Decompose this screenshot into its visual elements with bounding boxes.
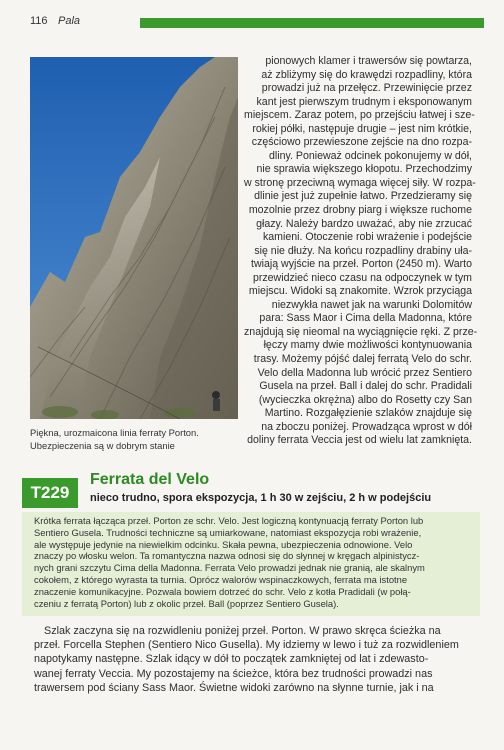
info-line: nych grani szczytu Cima della Madonna. Ferrata Velo prowadzi jednak nie granią, ale skalnym: [34, 562, 425, 574]
text-line: przeł. Forcella Stephen (Sentiero Nico Gusella). My idziemy w lewo i tuż za rozwidleniem: [34, 639, 459, 652]
text-line: twiają wyjście na przeł. Porton (2450 m). Warto: [251, 258, 472, 271]
rock-face-photo: [30, 57, 238, 419]
text-line: nie sprawia większego kłopotu. Przechodzimy: [256, 163, 472, 176]
page-number: 116: [30, 15, 48, 27]
text-line: Gusela na przeł. Ball i dalej do schr. Pradidali: [259, 380, 472, 393]
text-line: dlinie jest już zupełnie łatwo. Przedzieramy się: [254, 190, 472, 203]
page-header: [30, 14, 484, 32]
text-line: (wycieczka okrężna) albo do Rosetty czy San: [258, 393, 472, 406]
caption-line: Ubezpieczenia są w dobrym stanie: [30, 440, 175, 451]
section-title: Pala: [58, 15, 81, 27]
text-line: łęczy mamy dwie możliwości kontynuowania: [263, 339, 472, 352]
info-line: znaczy po włosku welon. Ta romantyczna nazwa odnosi się do słynnej w kręgach alpinistycz-: [34, 550, 420, 562]
text-line: napotykamy następne. Szlak idący w dół to początek zamkniętej od lat i zdewasto-: [34, 653, 429, 666]
body-text: [34, 624, 474, 695]
info-line: czeniu z ferratą Porton) lub z okolic przeł. Ball (poprzez Sentiero Gusela).: [34, 597, 339, 609]
text-line: para: Sass Maor i Cima della Madonna, które: [259, 312, 472, 325]
text-line: pionowych klamer i trawersów się powtarza,: [265, 55, 472, 67]
text-line: kamieni. Otoczenie robi wrażenie i podejście: [262, 231, 472, 244]
text-line: na zboczu poniżej. Prowadząca wprost w dół: [261, 420, 472, 433]
text-line: trawersem pod ściany Sass Maor. Świetne widoki zarówno na słynne turnie, jak i na: [34, 681, 434, 694]
text-line: niezwykła nawet jak na warunki Dolomitów: [271, 298, 472, 311]
text-line: dliny. Ponieważ odcinek pokonujemy w dół,: [269, 149, 472, 162]
route-code-badge: T229: [22, 478, 78, 508]
header-accent-bar: [140, 18, 484, 28]
info-line: ale występuje jedynie na niewielkim odcinku. Skała pewna, ubezpieczenia odnowione. Velo: [34, 538, 413, 550]
caption-line: Piękna, urozmaicona linia ferraty Porton.: [30, 427, 199, 438]
text-line: mozolnie przez drobny piarg i większe ruchome: [248, 204, 472, 217]
text-line: Velo della Madonna lub wrócić przez Sentiero: [257, 366, 472, 379]
text-line: głazy. Należy bardzo uważać, aby nie zrzucać: [256, 217, 472, 230]
route-info-box: [22, 512, 480, 616]
text-line: częściowo przewieszone zejście na dno rozpa-: [251, 136, 472, 149]
text-line: przewidzieć nieco czasu na odpoczynek w tym: [252, 271, 472, 284]
text-line: doliny ferrata Veccia jest od wielu lat zamknięta.: [247, 434, 472, 447]
text-line: w stronę przeciwną wymaga więcej siły. W rozpa-: [244, 176, 476, 189]
info-line: cokołem, z którego wyrasta ta turnia. Oprócz walorów wspinaczkowych, ferrata ma istotne: [34, 573, 408, 585]
info-line: Sentiero Gusela. Trudności techniczne są umiarkowane, natomiast ekspozycja robi wrażenie,: [34, 526, 422, 538]
text-line: miejscu. Widoki są znakomite. Wzrok przyciąga: [248, 285, 472, 298]
route-subtitle: nieco trudno, spora ekspozycja, 1 h 30 w zejściu, 2 h w podejściu: [90, 492, 432, 504]
text-line: znajdują się nieomal na wyciągnięcie ręki. Z prze-: [244, 325, 478, 338]
text-line: rokiej półki, następuje drugie – jest nim krótkie,: [252, 122, 472, 135]
text-line: Martino. Rozgałęzienie szlaków znajduje się: [264, 407, 472, 420]
route-title: Ferrata del Velo: [90, 471, 210, 488]
text-line: wanej ferraty Veccia. My pozostajemy na ścieżce, która bez trudności prowadzi nas: [34, 667, 433, 680]
text-line: kant jest pierwszym trudnym i eksponowanym: [256, 95, 472, 108]
info-line: znaczenie komunikacyjne. Pozwala bowiem dotrzeć do schr. Velo z kotła Pradidali (w połą-: [34, 585, 411, 597]
photo-caption: [30, 426, 240, 452]
info-line: Krótka ferrata łącząca przeł. Porton ze schr. Velo. Jest logiczną kontynuacją ferraty Porton lub: [34, 515, 424, 526]
text-line: się nie dłuży. Na końcu rozpadliny drabiny uła-: [254, 244, 472, 257]
text-line: miejscem. Zaraz potem, po przejściu łatwej i sze-: [244, 109, 475, 122]
text-line: Szlak zaczyna się na rozwidleniu poniżej przeł. Porton. W prawo skręca ścieżka na: [44, 625, 441, 637]
text-line: aż zbliżymy się do krawędzi rozpadliny, która: [261, 68, 472, 81]
text-line: prowadzi już na przełęcz. Przewinięcie przez: [261, 82, 472, 95]
right-column-text: [244, 55, 478, 448]
text-line: trasy. Możemy pójść dalej ferratą Velo do schr.: [253, 353, 472, 366]
